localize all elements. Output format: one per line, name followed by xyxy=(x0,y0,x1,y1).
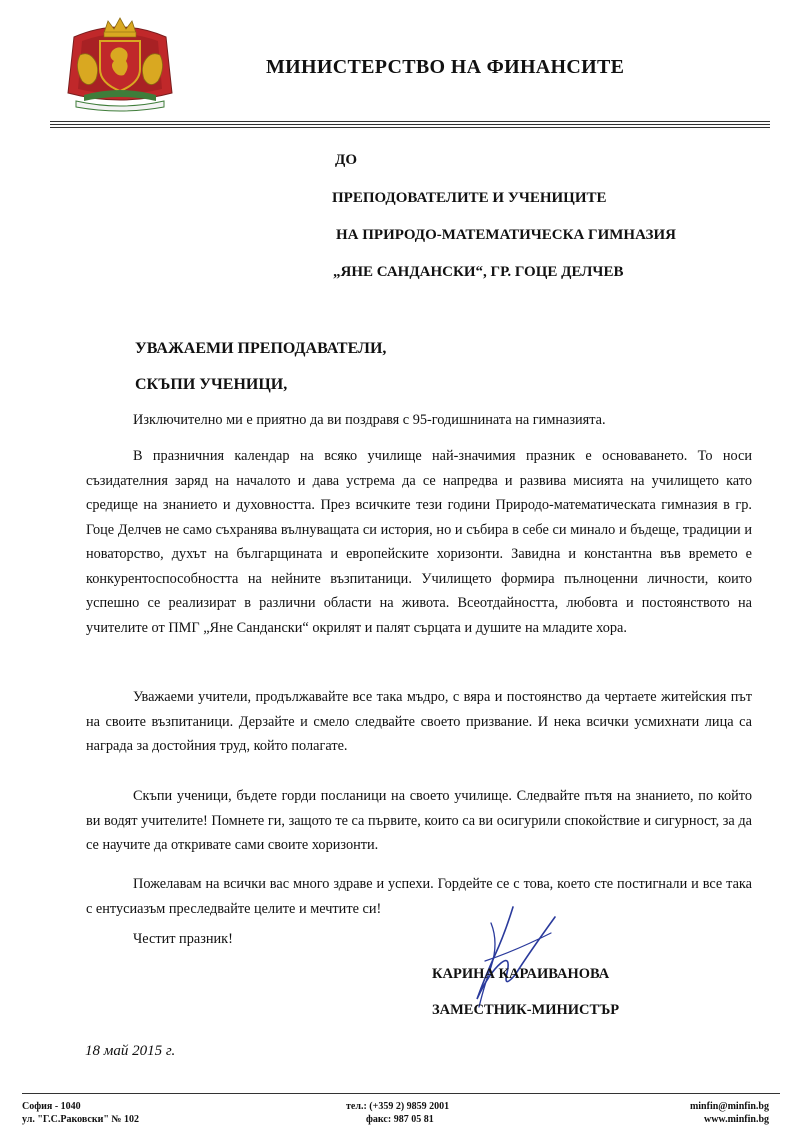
footer-email: minfin@minfin.bg xyxy=(689,1101,769,1112)
addressee-line-3: „ЯНЕ САНДАНСКИ“, ГР. ГОЦЕ ДЕЛЧЕВ xyxy=(333,264,624,280)
body-paragraph-2: В празничния календар на всяко училище най-значимия празник е основаването. То носи съзидателния заряд на началото и дава устрема да се напредва и развива мисията на училището като средище на знанието и духовността. През всичките тези години Природо-математическата гимназия в гр. Гоце Делчев не само съхранява вълнуващата си история, но и събира в себе си минало и бъдеще, традиции и новаторство, духът на българщината и европейските хоризонти. Завидна и константна във времето е конкурентоспособността на нейните възпитаници. Училището формира пълноценни личности, които успешно се реализират в различни области на живота. Всеотдайността, любовта и постоянството на учителите от ПМГ „Яне Сандански“ окрилят и палят сърцата и душите на младите хора. xyxy=(86,448,752,636)
body-paragraph-1: Изключително ми е приятно да ви поздравя с 95-годишнината на гимназията. xyxy=(133,412,606,428)
footer-phone: тел.: (+359 2) 9859 2001 xyxy=(346,1101,450,1112)
closing-line: Честит празник! xyxy=(133,931,233,947)
addressee-to: ДО xyxy=(335,152,357,168)
body-paragraph-5: Пожелавам на всички вас много здраве и успехи. Гордейте се с това, което сте постигнали и все така с ентусиазъм преследвайте целите и мечтите си! xyxy=(86,876,752,917)
addressee-line-1: ПРЕПОДОВАТЕЛИТЕ И УЧЕНИЦИТЕ xyxy=(332,190,607,206)
greeting-students: СКЪПИ УЧЕНИЦИ, xyxy=(135,376,288,393)
coat-of-arms-icon xyxy=(60,15,180,113)
footer-city: София - 1040 xyxy=(22,1101,81,1112)
letter-date: 18 май 2015 г. xyxy=(85,1043,176,1059)
footer-street: ул. "Г.С.Раковски" № 102 xyxy=(22,1114,139,1125)
header-divider xyxy=(50,121,770,128)
signer-name: КАРИНА КАРАИВАНОВА xyxy=(432,966,610,982)
handwritten-signature-icon xyxy=(455,903,565,1013)
footer-fax: факс: 987 05 81 xyxy=(366,1114,434,1125)
greeting-teachers: УВАЖАЕМИ ПРЕПОДАВАТЕЛИ, xyxy=(135,340,387,357)
addressee-line-2: НА ПРИРОДО-МАТЕМАТИЧЕСКА ГИМНАЗИЯ xyxy=(336,227,676,243)
footer-website: www.minfin.bg xyxy=(703,1114,769,1125)
ministry-title: МИНИСТЕРСТВО НА ФИНАНСИТЕ xyxy=(266,56,625,78)
body-paragraph-3: Уважаеми учители, продължавайте все така мъдро, с вяра и постоянство да чертаете житейския път на своите възпитаници. Дерзайте и смело следвайте своето призвание. И нека всички усмихнати лица са награда за достойния труд, който полагате. xyxy=(86,689,752,754)
signer-role: ЗАМЕСТНИК-МИНИСТЪР xyxy=(432,1002,620,1018)
body-paragraph-4: Скъпи ученици, бъдете горди посланици на своето училище. Следвайте пътя на знанието, по който ви водят учителите! Помнете ги, защото те са първите, които са ви осигурили спокойствие и сигурност, за да се научите да откривате сами своите хоризонти. xyxy=(86,788,752,853)
footer-divider xyxy=(22,1093,780,1094)
